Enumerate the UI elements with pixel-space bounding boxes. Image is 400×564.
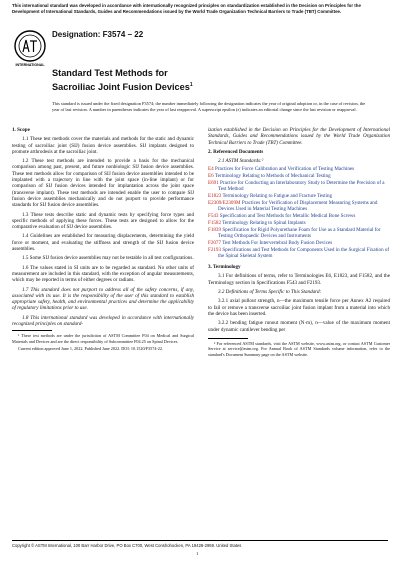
para-1-2: 1.2 These test methods are intended to provide a basis for the mechanical comparison among past, present, and future nonbiologic SIJ fusion device assemblies. These test methods allow for comparison of SIJ fusion device assemblies intended to be implanted with a trajectory in line with the joint space (in-line implant) or for comparison of SIJ fusion devices intended for implantation across the joint space (transverse implant). These test methods are intended enable the user to compare SIJ fusion device assemblies mechanically and do not purport to provide performance standards for SIJ fusion device assemblies.	[12, 158, 194, 209]
terminology-heading: 3. Terminology	[208, 264, 241, 271]
para-3-2-1: 3.2.1 axial pullout strength, n—the maximum tensile force per Annex A2 required to fail or remove a transverse sacroiliac joint fusion implant from a material into which the device has been inserted.	[208, 298, 390, 317]
logo-label: INTERNATIONAL	[15, 63, 45, 67]
wto-notice: This international standard was developed in accordance with internationally recognized principles on standardization established in the Decision on Principles for the Development of International Standards, Guides and Recommendations issued by the World Trade Organization Technical Barriers to Trade (TBT) Committee.	[12, 3, 361, 14]
reference-title[interactable]: Specifications and Test Methods for Components Used in the Surgical Fixation of the Spinal Skeletal System	[218, 246, 390, 259]
reference-code[interactable]: F2077	[208, 239, 222, 246]
reference-title[interactable]: Specification for Rigid Polyurethane Foam for Use as a Standard Material for Testing Orthopaedic Devices and Instruments	[218, 226, 381, 239]
right-column	[208, 127, 390, 359]
reference-code[interactable]: E2309/E2309M	[208, 199, 241, 206]
astm-logo	[12, 28, 48, 68]
page-number: 1	[196, 551, 199, 556]
para-3-2: 3.2 Definitions of Terms Specific to This Standard:	[218, 289, 322, 296]
reference-list	[208, 166, 390, 259]
astm-standards-heading: 2.1 ASTM Standards:²	[218, 158, 264, 165]
reference-code[interactable]: F543	[208, 213, 219, 220]
para-3-2-2: 3.2.2 bending fatigue runout moment (N·m), n—value of the maximum moment under dynamic cantilever bending per	[208, 320, 390, 333]
reference-item[interactable]	[208, 227, 390, 240]
reference-item[interactable]	[208, 180, 390, 193]
left-column	[12, 127, 194, 353]
reference-title[interactable]: Practices for Verification of Displacement Measuring Systems and Devices Used in Material Testing Machines	[218, 199, 378, 213]
title-line-2	[52, 80, 352, 94]
para-1-7: 1.7 This standard does not purport to address all of the safety concerns, if any, associated with its use. It is the responsibility of the user of this standard to establish appropriate safety, health, and environmental practices and determine the applicability of regulatory limitations prior to use.	[12, 286, 194, 312]
reference-code[interactable]: E4	[208, 166, 214, 173]
reference-code[interactable]: E1823	[208, 193, 222, 200]
para-1-8: 1.8 This international standard was developed in accordance with internationally recognized principles on standard-	[12, 314, 194, 328]
reference-item[interactable]	[208, 166, 390, 172]
para-1-5: 1.5 Some SIJ fusion device assemblies may not be testable in all test configurations.	[22, 255, 194, 262]
reference-item[interactable]	[208, 213, 390, 219]
reference-title[interactable]: Practices for Force Calibration and Verification of Testing Machines	[214, 166, 355, 173]
para-1-4: 1.4 Guidelines are established for measuring displacements, determining the yield force or moment, and evaluating the stiffness and strength of the SIJ fusion device assemblies.	[12, 233, 194, 253]
astm-logo-icon	[12, 28, 48, 68]
reference-item[interactable]	[208, 173, 390, 179]
reference-code[interactable]: F1839	[208, 226, 222, 233]
footnote-1: ¹ These test methods are under the jurisdiction of ASTM Committee F04 on Medical and Surgical Materials and Devices and are the direct responsibility of Subcommittee F04.25 on Spinal Devices.	[12, 333, 194, 344]
reference-item[interactable]	[208, 193, 390, 199]
reference-title[interactable]: Test Methods For Intervertebral Body Fusion Devices	[222, 239, 333, 246]
reference-item[interactable]	[208, 240, 390, 246]
footnote-divider	[208, 338, 248, 339]
footnote-edition: Current edition approved June 1, 2022. Published June 2022. DOI: 10.1520/F3574-22.	[18, 345, 164, 351]
reference-item[interactable]	[208, 220, 390, 226]
reference-title[interactable]: Practice for Conducting an Interlaboratory Study to Determine the Precision of a Test Method	[218, 180, 385, 193]
designation: Designation: F3574 – 22	[52, 30, 144, 39]
copyright-footer: Copyright © ASTM International, 100 Barr Harbor Drive, PO Box C700, West Conshohocken, PA 19428-2959. United States	[12, 540, 388, 548]
para-1-1: 1.1 These test methods cover the materials and methods for the static and dynamic testing of sacroiliac joint (SIJ) fusion device assemblies. SIJ implants designed to promote arthrodesis at the sacroiliac joint.	[12, 136, 194, 155]
referenced-docs-heading: 2. Referenced Documents	[208, 148, 264, 155]
title-footnote-mark: 1	[189, 81, 193, 88]
page-title	[52, 68, 352, 93]
issued-note: This standard is issued under the fixed designation F3574; the number immediately following the designation indicates the year of original adoption or, in the case of revision, the year of last revision. A number in parentheses indicates the year of last reapproval. A superscript epsilon (ε) indicates an editorial change since the last revision or reapproval.	[52, 101, 366, 112]
reference-code[interactable]: E691	[208, 180, 219, 187]
footnote-2: ² For referenced ASTM standards, visit the ASTM website, www.astm.org, or contact ASTM Customer Service at service@astm.org. For Annual Book of ASTM Standards volume information, refer to the standard's Document Summary page on the ASTM website.	[208, 340, 390, 357]
reference-code[interactable]: E6	[208, 173, 214, 180]
reference-item[interactable]	[208, 247, 390, 260]
reference-title[interactable]: Terminology Relating to Spinal Implants	[222, 219, 306, 226]
para-1-8-cont: ization established in the Decision on Principles for the Development of International Standards, Guides and Recommendations issued by the World Trade Organization Technical Barriers to Trade (TBT) Committee.	[208, 127, 390, 146]
reference-item[interactable]	[208, 200, 390, 213]
para-1-6: 1.6 The values stated in SI units are to be regarded as standard. No other units of measurement are included in this standard, with the exception of angular measurements, which may be reported in terms of either degrees or radians.	[12, 264, 194, 284]
para-1-3: 1.3 These tests describe static and dynamic tests by specifying force types and specific methods of applying these forces. These tests are designed to allow for the comparative evaluation of SIJ device assemblies.	[12, 211, 194, 231]
reference-title[interactable]: Terminology Relating to Methods of Mechanical Testing	[214, 173, 331, 180]
reference-title[interactable]: Specification and Test Methods for Metallic Medical Bone Screws	[219, 213, 356, 220]
reference-code[interactable]: F1582	[208, 219, 222, 226]
scope-heading: 1. Scope	[12, 127, 30, 133]
title-line-1: Standard Test Methods for	[52, 68, 168, 78]
title-line-2-text: Sacroiliac Joint Fusion Devices	[52, 81, 190, 92]
para-3-1: 3.1 For definitions of terms, refer to Terminologies E6, E1823, and F1582, and the Terminology section in Specifications F543 and F2193.	[208, 273, 390, 286]
reference-code[interactable]: F2193	[208, 246, 222, 253]
footnote-divider	[12, 330, 52, 331]
reference-title[interactable]: Terminology Relating to Fatigue and Fracture Testing	[222, 193, 333, 200]
